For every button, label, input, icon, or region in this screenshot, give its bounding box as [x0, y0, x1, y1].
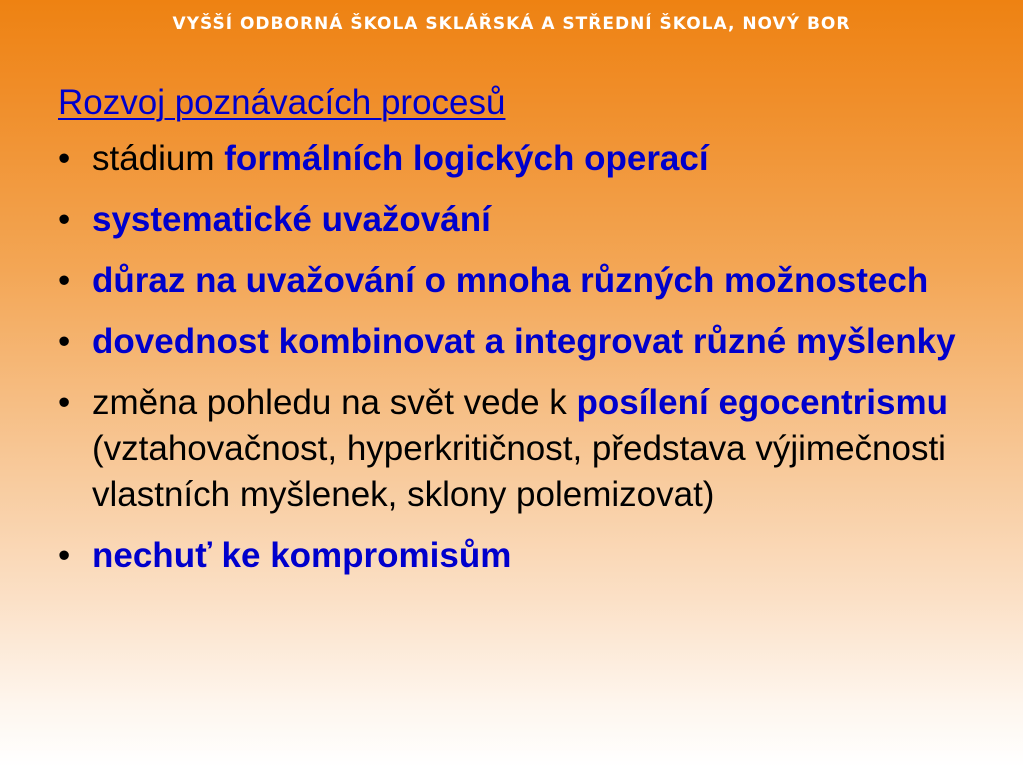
- bullet-dot: •: [58, 383, 71, 422]
- bullet-dot: •: [58, 322, 71, 361]
- bullet-dot: •: [58, 139, 71, 178]
- item-emphasis: důraz na uvažování o mnoha různých možnostech: [92, 261, 929, 300]
- school-header: VYŠŠÍ ODBORNÁ ŠKOLA SKLÁŘSKÁ A STŘEDNÍ ŠKOLA, NOVÝ BOR: [172, 14, 851, 34]
- bullet-list: [58, 136, 988, 579]
- list-item: [58, 197, 988, 243]
- item-text: stádium: [92, 139, 225, 178]
- slide-title: Rozvoj poznávacích procesů: [58, 83, 506, 122]
- bullet-dot: •: [58, 536, 71, 575]
- bullet-dot: •: [58, 261, 71, 300]
- item-emphasis: nechuť ke kompromisům: [92, 536, 512, 575]
- item-emphasis: posílení egocentrismu: [576, 383, 948, 422]
- item-emphasis: systematické uvažování: [92, 200, 491, 239]
- item-text: změna pohledu na svět vede k: [92, 383, 577, 422]
- item-text-continued: (vztahovačnost, hyperkritičnost, představa výjimečnosti vlastních myšlenek, sklony polemizovat): [92, 429, 946, 514]
- list-item: [58, 136, 988, 182]
- list-item: [58, 319, 988, 365]
- list-item: [58, 533, 988, 579]
- item-emphasis: formálních logických operací: [224, 139, 709, 178]
- list-item: [58, 258, 988, 304]
- list-item: [58, 380, 988, 518]
- slide-content: [58, 80, 988, 594]
- bullet-dot: •: [58, 200, 71, 239]
- item-emphasis: dovednost kombinovat a integrovat různé myšlenky: [92, 322, 956, 361]
